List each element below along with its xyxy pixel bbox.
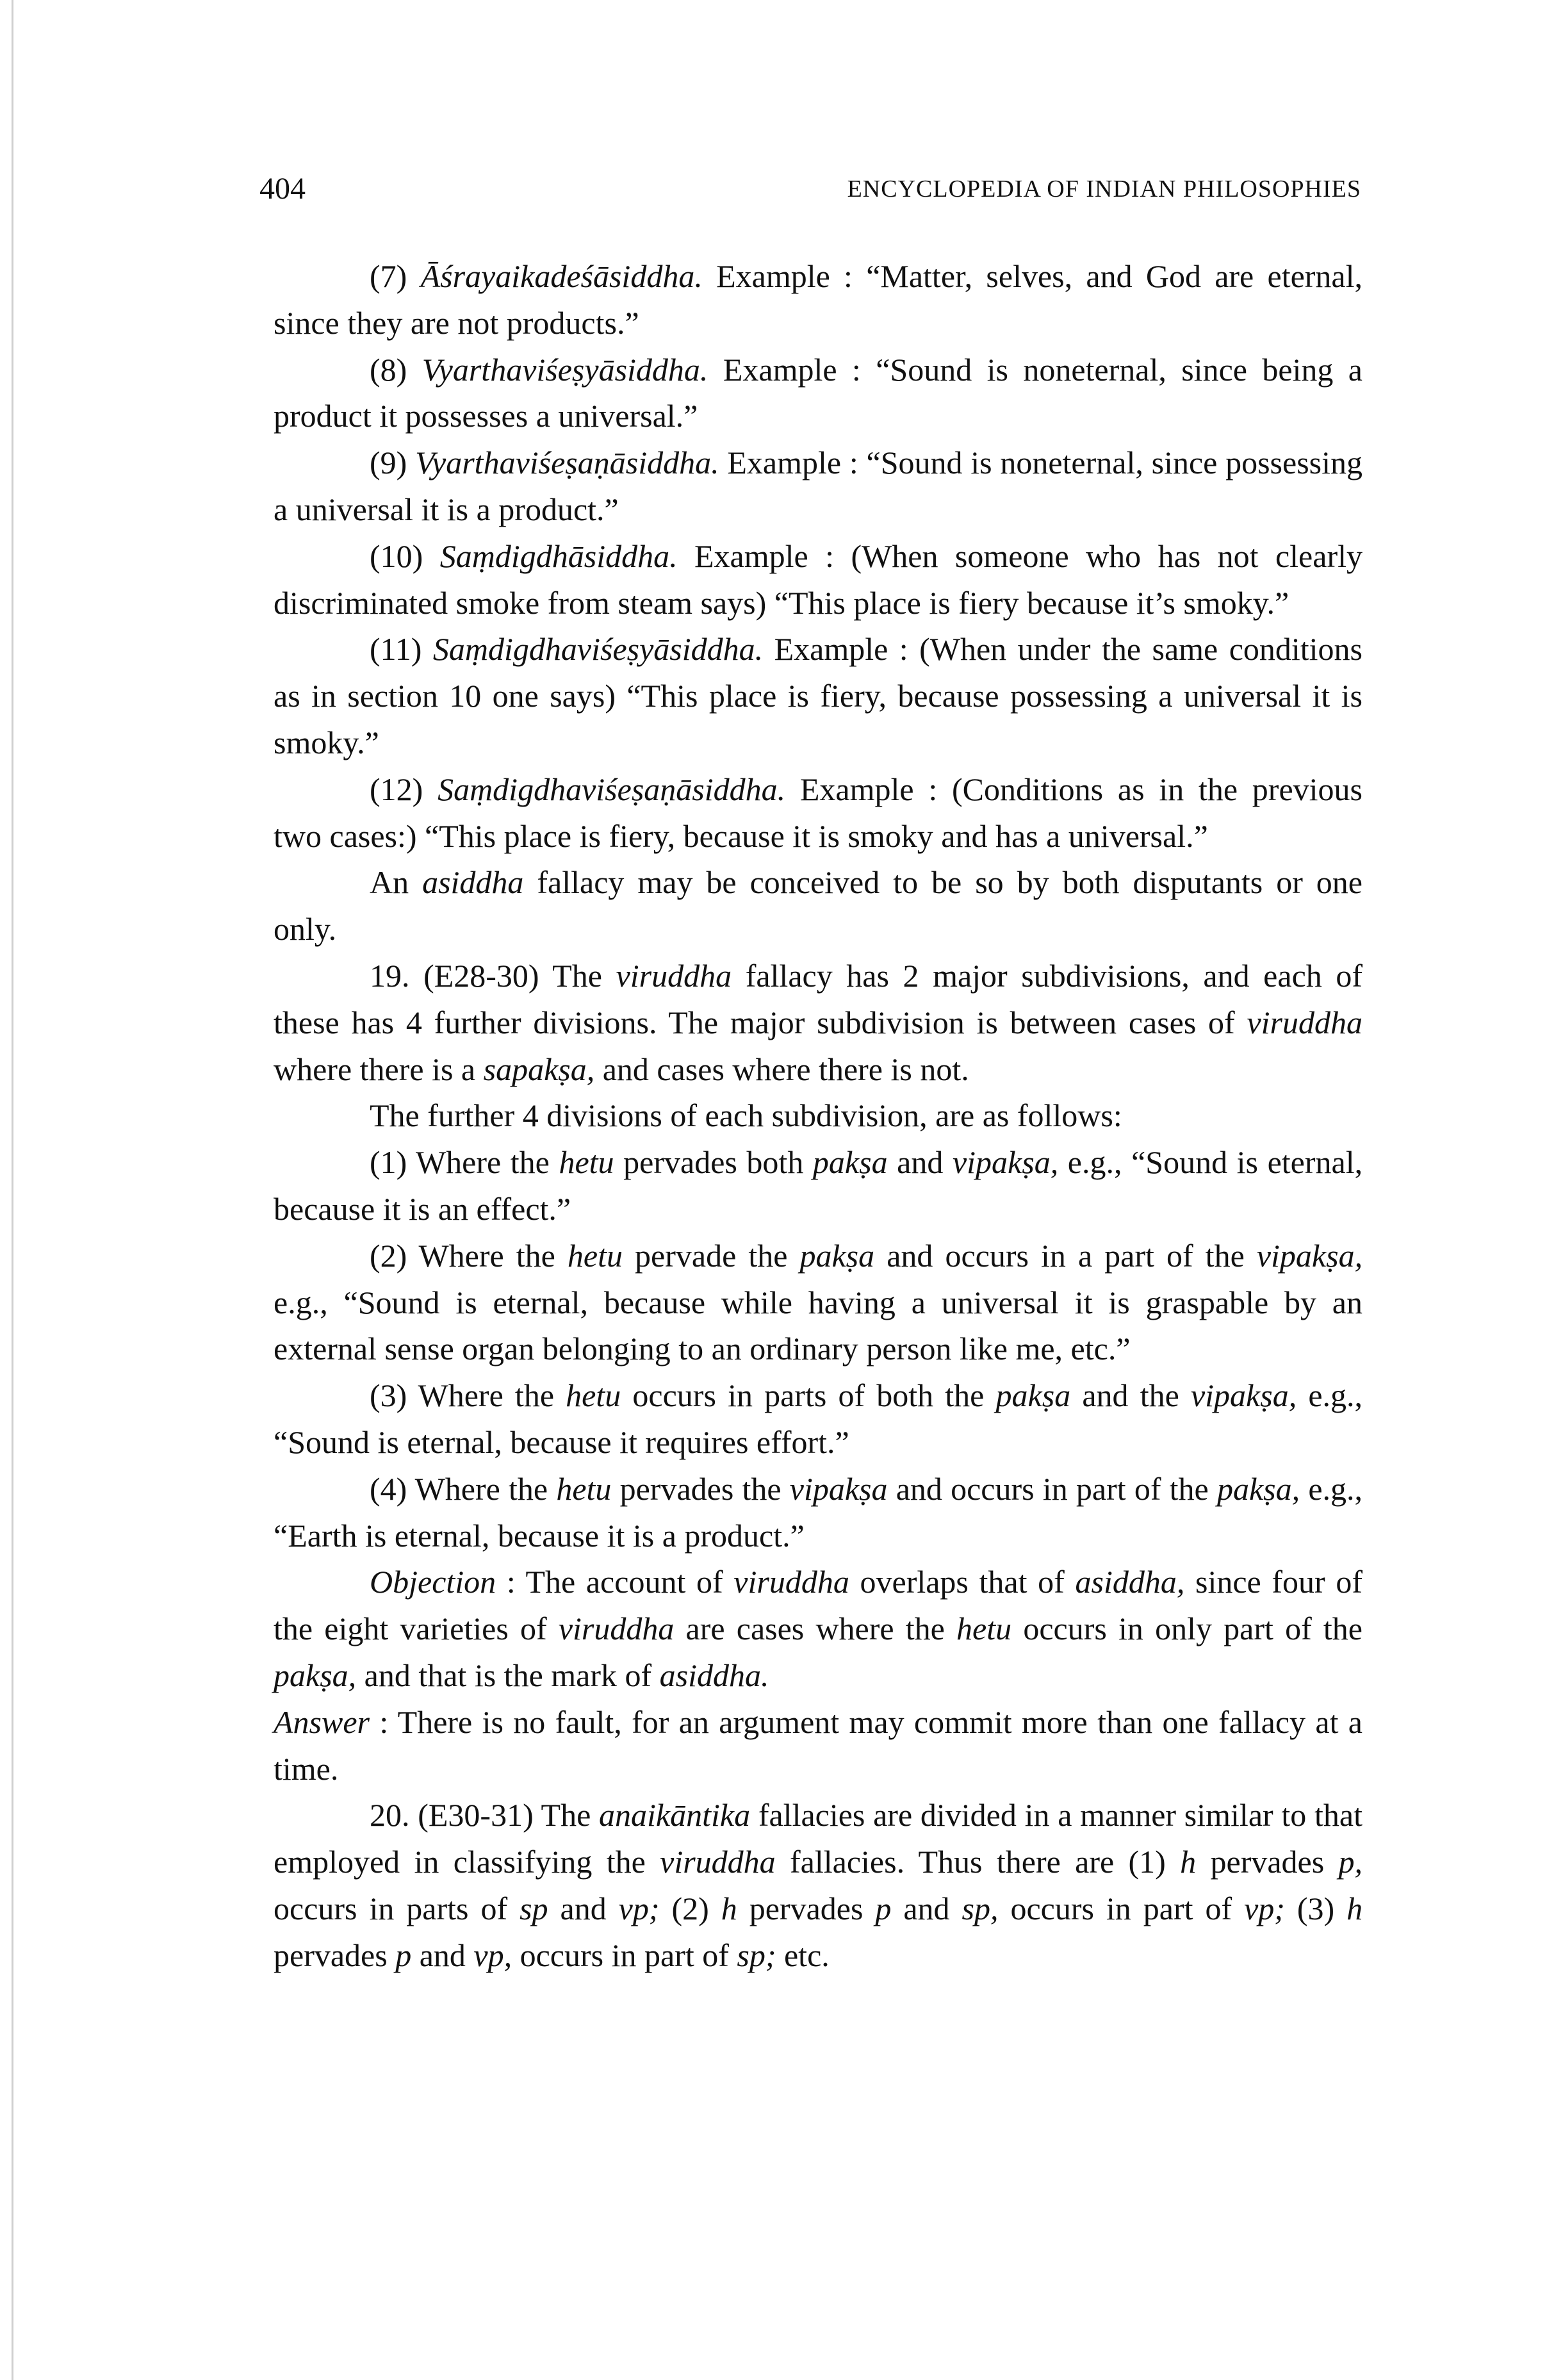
paragraph-19: 19. (E28-30) The viruddha fallacy has 2 major subdivisions, and each of these has 4 further divisions. The major subdivision is between cases of viruddha where there is a sapakṣa, and cases where there is not.: [274, 957, 1363, 1087]
page-number: 404: [259, 172, 306, 206]
paragraph-division-4: (4) Where the hetu pervades the vipakṣa and occurs in part of the pakṣa, e.g., “Earth is eternal, because it is a product.”: [274, 1470, 1363, 1554]
paragraph-20: 20. (E30-31) The anaikāntika fallacies are divided in a manner similar to that employed in classifying the viruddha fallacies. Thus there are (1) h pervades p, occurs in parts of sp and vp; (2) h pervades p and sp, occurs in part of vp; (3) h pervades p and vp, occurs in part of sp; etc.: [274, 1797, 1363, 1973]
paragraph-asiddha-note: An asiddha fallacy may be conceived to be so by both disputants or one only.: [274, 864, 1363, 948]
body-text: [274, 253, 1363, 1978]
paragraph-division-2: (2) Where the hetu pervade the pakṣa and occurs in a part of the vipakṣa, e.g., “Sound is eternal, because while having a universal it is graspable by an external sense organ belonging to an ordinary person like me, etc.”: [274, 1237, 1363, 1367]
paragraph-8: (8) Vyarthaviśeṣyāsiddha. Example : “Sound is noneternal, since being a product it possesses a universal.”: [274, 351, 1363, 434]
running-title: ENCYCLOPEDIA OF INDIAN PHILOSOPHIES: [847, 176, 1361, 202]
paragraph-9: (9) Vyarthaviśeṣaṇāsiddha. Example : “Sound is noneternal, since possessing a universal it is a product.”: [274, 445, 1363, 527]
paragraph-further-divisions: The further 4 divisions of each subdivision, are as follows:: [370, 1097, 1122, 1134]
paragraph-objection-answer: Objection : The account of viruddha overlaps that of asiddha, since four of the eight varieties of viruddha are cases where the hetu occurs in only part of the pakṣa, and that is the mark of asiddha. Answer : There is no fault, for an argument may commit more than one fallacy at a time.: [274, 1564, 1363, 1787]
paragraph-division-1: (1) Where the hetu pervades both pakṣa and vipakṣa, e.g., “Sound is eternal, because it is an effect.”: [274, 1144, 1363, 1227]
paragraph-division-3: (3) Where the hetu occurs in parts of both the pakṣa and the vipakṣa, e.g., “Sound is eternal, because it requires effort.”: [274, 1377, 1363, 1460]
paragraph-11: (11) Saṃdigdhaviśeṣyāsiddha. Example : (When under the same conditions as in section 10 one says) “This place is fiery, because possessing a universal it is smoky.”: [274, 631, 1363, 760]
page-header: [259, 163, 1361, 215]
paragraph-7: (7) Āśrayaikadeśāsiddha. Example : “Matter, selves, and God are eternal, since they are not products.”: [274, 258, 1363, 341]
paragraph-10: (10) Saṃdigdhāsiddha. Example : (When someone who has not clearly discriminated smoke from steam says) “This place is fiery because it’s smoky.”: [274, 538, 1363, 621]
page-edge: [12, 0, 13, 2380]
paragraph-12: (12) Saṃdigdhaviśeṣaṇāsiddha. Example : (Conditions as in the previous two cases:) “This place is fiery, because it is smoky and has a universal.”: [274, 771, 1363, 854]
